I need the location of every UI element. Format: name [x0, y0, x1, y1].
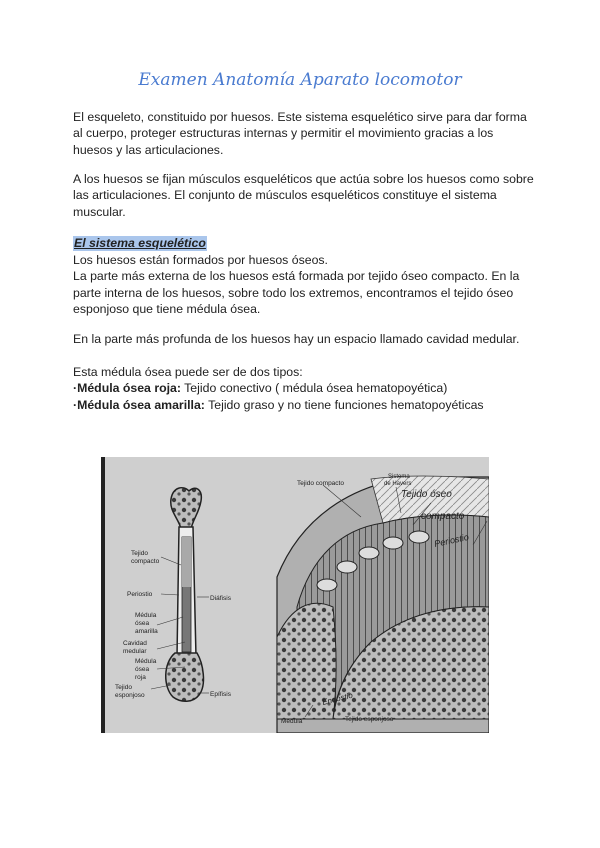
label-line: ósea [135, 620, 150, 627]
label-line: Tejido [131, 550, 148, 557]
label-endostio: Endostio [321, 690, 354, 707]
label-line: esponjoso [115, 692, 145, 699]
text-line: huesos y las articulaciones. [73, 142, 224, 157]
paragraph-cavidad [73, 331, 533, 347]
paragraph-medula [73, 364, 533, 413]
bullet-term: ·Médula ósea roja: [73, 381, 181, 396]
text-line: El esqueleto, constituido por huesos. Este sistema esquelético sirve para dar forma [73, 110, 527, 124]
label-periostio: Periostio [127, 591, 153, 598]
label-line: Tejido [115, 684, 132, 691]
text-line: parte interna de los huesos, sobre todo los extremos, encontramos el tejido óseo [73, 285, 514, 300]
bullet-term: ·Médula ósea amarilla: [73, 397, 205, 412]
paragraph-huesos [73, 252, 533, 318]
label-diafisis: Diáfisis [210, 595, 231, 602]
label-line: medular [123, 648, 147, 655]
paragraph-esqueleto [73, 109, 533, 158]
text-line: En la parte más profunda de los huesos hay un espacio llamado cavidad medular. [73, 332, 520, 346]
bullet-desc: Tejido graso y no tiene funciones hematopoyéticas [204, 397, 484, 412]
label-cavidad-medular [123, 640, 149, 655]
text-line: La parte más externa de los huesos está formada por tejido óseo compacto. En la [73, 269, 520, 284]
label-line: compacto [131, 558, 160, 565]
label-tejido-compacto-right: Tejido compacto [297, 480, 344, 487]
bullet-medula-roja [73, 380, 533, 396]
bone-anatomy-figure [101, 457, 489, 733]
label-line: Sistema [388, 474, 410, 480]
section-heading: El sistema esquelético [74, 236, 206, 250]
label-line: compacto [421, 511, 465, 522]
text-line: esponjoso que tiene médula ósea. [73, 302, 261, 317]
text-line: muscular. [73, 204, 126, 219]
bone-illustration [101, 457, 489, 733]
text-line: las articulaciones. El conjunto de músculos esqueléticos constituye el sistema [73, 188, 497, 203]
page-title: Examen Anatomía Aparato locomotor [138, 70, 462, 90]
label-sistema-havers [384, 474, 411, 487]
label-line: roja [135, 674, 146, 681]
label-line: Cavidad [123, 640, 147, 647]
bullet-medula-amarilla [73, 397, 533, 413]
bullet-desc: Tejido conectivo ( médula ósea hematopoyética) [180, 381, 448, 396]
label-tejido-esponjoso-right: Tejido esponjoso [345, 716, 394, 723]
label-line: Médula [135, 658, 157, 665]
text-line: Los huesos están formados por huesos óseos. [73, 253, 328, 267]
text-line: A los huesos se fijan músculos esqueléticos que actúa sobre los huesos como sobre [73, 172, 534, 186]
paragraph-musculos [73, 171, 533, 220]
label-line: amarilla [135, 628, 158, 635]
label-line: Médula [135, 612, 157, 619]
label-line: ósea [135, 666, 150, 673]
label-line: de Havers [384, 481, 412, 487]
text-line: Esta médula ósea puede ser de dos tipos: [73, 365, 303, 379]
label-epifisis: Epífisis [210, 691, 231, 698]
text-line: al cuerpo, proteger estructuras internas y permitir el movimiento gracias a los [73, 126, 494, 141]
label-medula-right: Médula [281, 718, 303, 725]
label-line: Tejido óseo [401, 489, 452, 500]
label-periostio-right: Periostio [433, 531, 470, 549]
